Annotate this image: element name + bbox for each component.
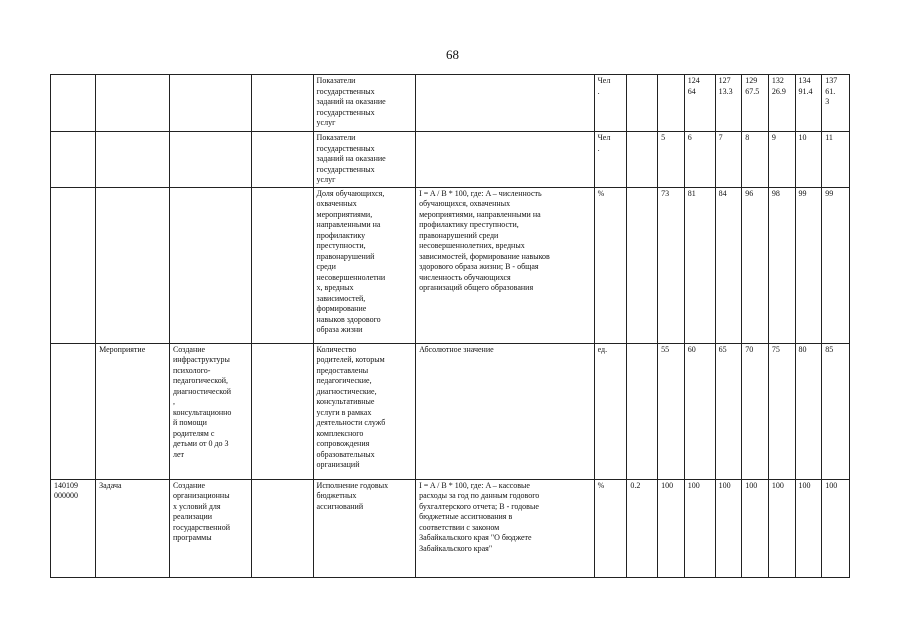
row-value-cell [795, 343, 822, 479]
table-row [51, 479, 850, 577]
row-code-cell [51, 479, 96, 577]
row-value-cell [684, 479, 715, 577]
row-value-text: 100 [771, 480, 784, 490]
row-unit-cell [594, 75, 627, 132]
row-indicator-cell [313, 132, 416, 188]
row-weight-text: 0.2 [630, 480, 641, 490]
row-value-cell [715, 132, 742, 188]
row-formula-text: I = A / B * 100, где: A – численность обучающихся, охваченных мероприятиями, направленными на профилактику преступности, правонарушений среди несовершеннолетних, вредных зависимостей, формирование навыков здорового образа жизни; B - общая численность обучающихся организаций общего образования [419, 188, 550, 292]
row-name-cell [169, 75, 251, 132]
row-value-text: 100 [825, 480, 838, 490]
row-value-cell [684, 343, 715, 479]
row-base-value-text: 73 [661, 188, 670, 198]
row-blank-cell [252, 343, 314, 479]
row-base-value-text: 55 [661, 344, 670, 354]
row-value-text: 81 [687, 188, 696, 198]
row-blank-cell [252, 75, 314, 132]
row-value-text: 100 [718, 480, 731, 490]
table-row [51, 343, 850, 479]
row-value-cell [768, 479, 795, 577]
row-value-text: 100 [745, 480, 758, 490]
row-indicator-cell [313, 187, 416, 343]
row-value-text: 132 26.9 [771, 76, 786, 96]
row-weight-cell [627, 75, 658, 132]
row-value-text: 99 [798, 188, 807, 198]
row-formula-cell [416, 75, 594, 132]
row-value-cell [768, 187, 795, 343]
row-value-cell [768, 132, 795, 188]
row-value-cell [768, 75, 795, 132]
row-value-text: 85 [825, 344, 834, 354]
row-value-cell [742, 75, 769, 132]
row-formula-cell [416, 132, 594, 188]
row-value-cell [822, 132, 850, 188]
row-value-cell [795, 75, 822, 132]
row-base-value-text: 100 [661, 480, 674, 490]
row-value-cell [715, 187, 742, 343]
row-value-text: 8 [745, 133, 750, 142]
row-base-value-text: 5 [661, 133, 666, 142]
row-value-cell [715, 75, 742, 132]
row-name-text: Создание инфраструктуры психолого- педагогической, диагностической , консультационно й помощи родителям с детьми от 0 до 3 лет [172, 344, 232, 459]
row-value-cell [795, 132, 822, 188]
row-name-cell [169, 132, 251, 188]
row-unit-cell [594, 479, 627, 577]
row-value-cell [822, 343, 850, 479]
row-formula-cell [416, 479, 594, 577]
row-base-value-cell [658, 187, 685, 343]
row-value-cell [715, 479, 742, 577]
row-indicator-cell [313, 75, 416, 132]
row-value-cell [742, 132, 769, 188]
row-weight-cell [627, 187, 658, 343]
row-code-cell [51, 132, 96, 188]
row-blank-cell [252, 479, 314, 577]
row-formula-cell [416, 187, 594, 343]
row-value-text: 75 [771, 344, 780, 354]
row-value-cell [795, 479, 822, 577]
row-indicator-text: Доля обучающихся, охваченных мероприятиями, направленными на профилактику преступности, правонарушений среди несовершеннолетни х, вредных зависимостей, формирование навыков здорового образа жизни [316, 188, 386, 334]
row-indicator-cell [313, 343, 416, 479]
row-formula-text: Абсолютное значение [419, 344, 494, 354]
row-unit-cell [594, 343, 627, 479]
table-row [51, 75, 850, 132]
row-unit-text: % [597, 188, 605, 198]
row-value-text: 11 [825, 133, 833, 142]
table-row [51, 187, 850, 343]
row-value-cell [684, 75, 715, 132]
row-weight-cell [627, 479, 658, 577]
row-value-text: 9 [771, 133, 776, 142]
row-value-text: 99 [825, 188, 834, 198]
row-value-text: 134 91.4 [798, 76, 813, 96]
row-value-cell [822, 479, 850, 577]
row-value-text: 70 [745, 344, 754, 354]
row-base-value-cell [658, 132, 685, 188]
row-value-cell [742, 343, 769, 479]
row-code-text: 140109 000000 [54, 480, 78, 500]
row-name-cell [169, 187, 251, 343]
row-value-text: 100 [798, 480, 811, 490]
row-value-text: 10 [798, 133, 807, 142]
row-formula-cell [416, 343, 594, 479]
row-type-cell [96, 75, 170, 132]
row-unit-text: ед. [597, 344, 608, 354]
row-type-cell [96, 187, 170, 343]
row-value-cell [822, 75, 850, 132]
row-value-cell [742, 187, 769, 343]
row-value-text: 137 61. 3 [825, 76, 838, 106]
row-value-text: 80 [798, 344, 807, 354]
row-name-cell [169, 343, 251, 479]
row-type-text: Мероприятие [99, 344, 146, 354]
row-value-cell [768, 343, 795, 479]
row-value-text: 98 [771, 188, 780, 198]
row-value-text: 96 [745, 188, 754, 198]
row-base-value-cell [658, 479, 685, 577]
row-type-cell [96, 479, 170, 577]
row-name-cell [169, 479, 251, 577]
row-blank-cell [252, 132, 314, 188]
row-blank-cell [252, 187, 314, 343]
row-indicator-text: Показатели государственных заданий на оказание государственных услуг [316, 76, 386, 127]
row-value-cell [822, 187, 850, 343]
row-value-text: 100 [687, 480, 700, 490]
row-base-value-cell [658, 343, 685, 479]
row-type-text: Задача [99, 480, 122, 490]
row-unit-cell [594, 187, 627, 343]
row-value-text: 60 [687, 344, 696, 354]
row-value-cell [715, 343, 742, 479]
row-code-cell [51, 75, 96, 132]
row-value-text: 84 [718, 188, 727, 198]
row-value-text: 129 67.5 [745, 76, 760, 96]
row-name-text: Создание организационны х условий для реализации государственной программы [172, 480, 230, 542]
row-indicator-text: Количество родителей, которым предоставлены педагогические, диагностические, консультативные услуги в рамках деятельности служб комплексного сопровождения образовательных организаций [316, 344, 386, 469]
row-weight-cell [627, 343, 658, 479]
row-value-text: 7 [718, 133, 723, 142]
indicator-table [50, 74, 850, 578]
page-number: 68 [446, 47, 459, 62]
row-unit-cell [594, 132, 627, 188]
row-indicator-text: Показатели государственных заданий на оказание государственных услуг [316, 133, 386, 184]
row-value-cell [684, 132, 715, 188]
row-value-text: 127 13.3 [718, 76, 733, 96]
row-type-cell [96, 343, 170, 479]
row-unit-text: % [597, 480, 605, 490]
table-row [51, 132, 850, 188]
row-code-cell [51, 343, 96, 479]
row-indicator-cell [313, 479, 416, 577]
row-value-text: 65 [718, 344, 727, 354]
row-weight-cell [627, 132, 658, 188]
row-unit-text: Чел . [597, 76, 611, 96]
row-type-cell [96, 132, 170, 188]
row-unit-text: Чел . [597, 133, 611, 153]
row-code-cell [51, 187, 96, 343]
row-formula-text: I = A / B * 100, где: A – кассовые расходы за год по данным годового бухгалтерского отчета; B - годовые бюджетные ассигнования в соответствии с законом Забайкальского края "О бюджете Забайкальского края" [419, 480, 540, 553]
row-value-text: 124 64 [687, 76, 700, 96]
row-value-text: 6 [687, 133, 692, 142]
row-base-value-cell [658, 75, 685, 132]
row-indicator-text: Исполнение годовых бюджетных ассигнований [316, 480, 389, 511]
row-value-cell [742, 479, 769, 577]
row-value-cell [684, 187, 715, 343]
row-value-cell [795, 187, 822, 343]
